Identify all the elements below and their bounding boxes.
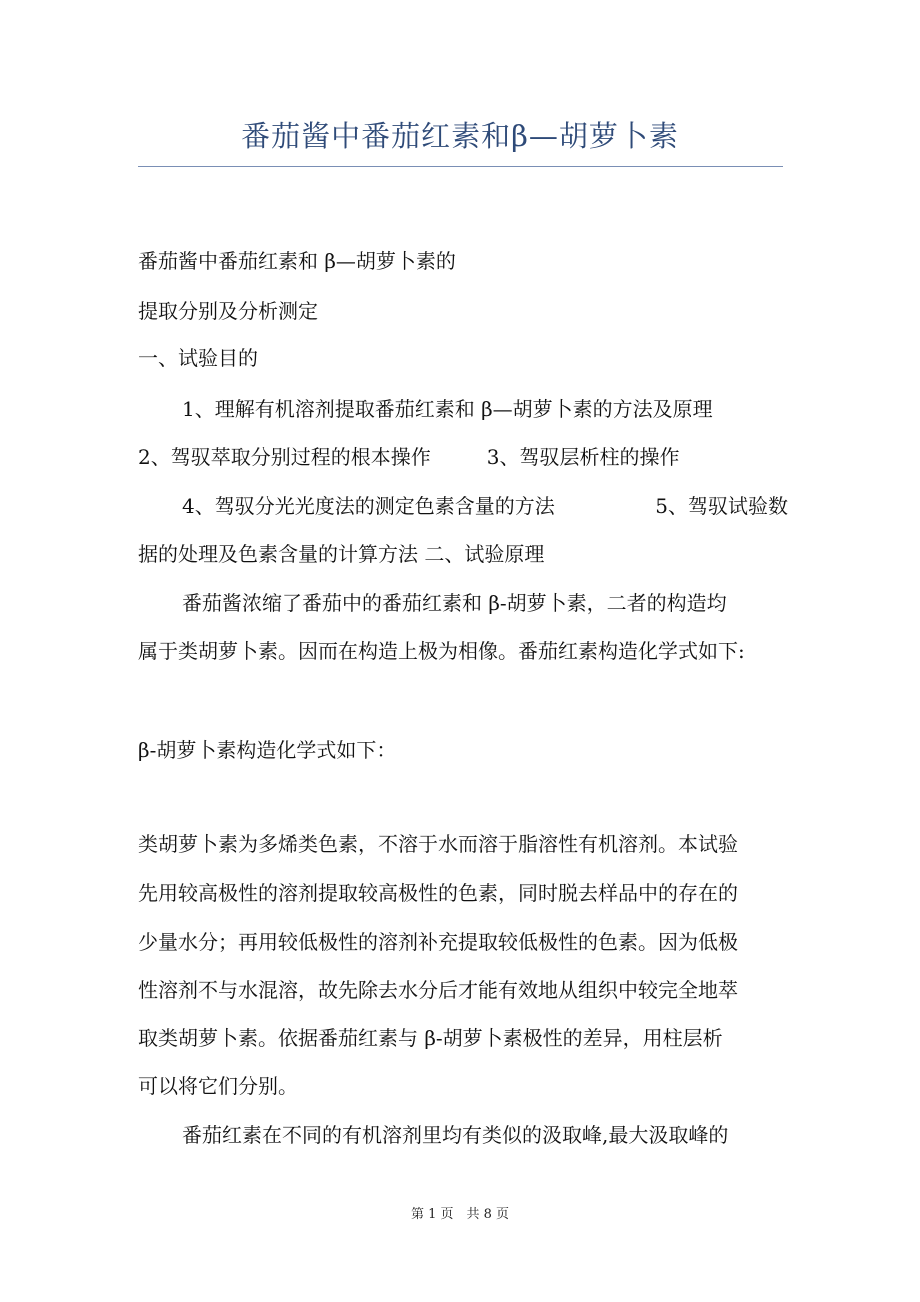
text-line: 性溶剂不与水混溶，故先除去水分后才能有效地从组织中较完全地萃	[138, 978, 738, 1002]
text-line: 取类胡萝卜素。依据番茄红素与 β-胡萝卜素极性的差异，用柱层析	[138, 1026, 723, 1050]
text-line-row	[138, 443, 788, 471]
section-heading: 一、试验目的	[138, 346, 258, 370]
text-line: 可以将它们分别。	[138, 1074, 298, 1098]
text-segment: 3、驾驭层析柱的操作	[486, 445, 680, 469]
text-line: 据的处理及色素含量的计算方法 二、试验原理	[138, 542, 545, 566]
title-divider	[138, 166, 783, 167]
text-segment: 5、驾驭试验数	[655, 494, 788, 518]
text-line-row	[182, 492, 788, 520]
text-line: 提取分别及分析测定	[138, 299, 318, 323]
text-line: 番茄酱浓缩了番茄中的番茄红素和 β-胡萝卜素，二者的构造均	[182, 591, 727, 615]
text-line: 番茄红素在不同的有机溶剂里均有类似的汲取峰,最大汲取峰的	[182, 1123, 729, 1147]
text-line: 少量水分；再用较低极性的溶剂补充提取较低极性的色素。因为低极	[138, 930, 738, 954]
text-line: 先用较高极性的溶剂提取较高极性的色素，同时脱去样品中的存在的	[138, 881, 738, 905]
page-footer: 第 1 页 共 8 页	[410, 1207, 510, 1222]
text-line: 番茄酱中番茄红素和 β—胡萝卜素的	[138, 249, 456, 273]
text-line: 属于类胡萝卜素。因而在构造上极为相像。番茄红素构造化学式如下:	[138, 639, 745, 663]
text-segment: 4、驾驭分光光度法的测定色素含量的方法	[182, 494, 555, 518]
text-line: β-胡萝卜素构造化学式如下：	[138, 738, 397, 762]
text-line: 1、理解有机溶剂提取番茄红素和 β—胡萝卜素的方法及原理	[182, 397, 713, 421]
text-segment: 2、驾驭萃取分别过程的根本操作	[138, 445, 431, 469]
text-line: 类胡萝卜素为多烯类色素，不溶于水而溶于脂溶性有机溶剂。本试验	[138, 832, 738, 856]
page-title: 番茄酱中番茄红素和β—胡萝卜素	[241, 119, 679, 153]
